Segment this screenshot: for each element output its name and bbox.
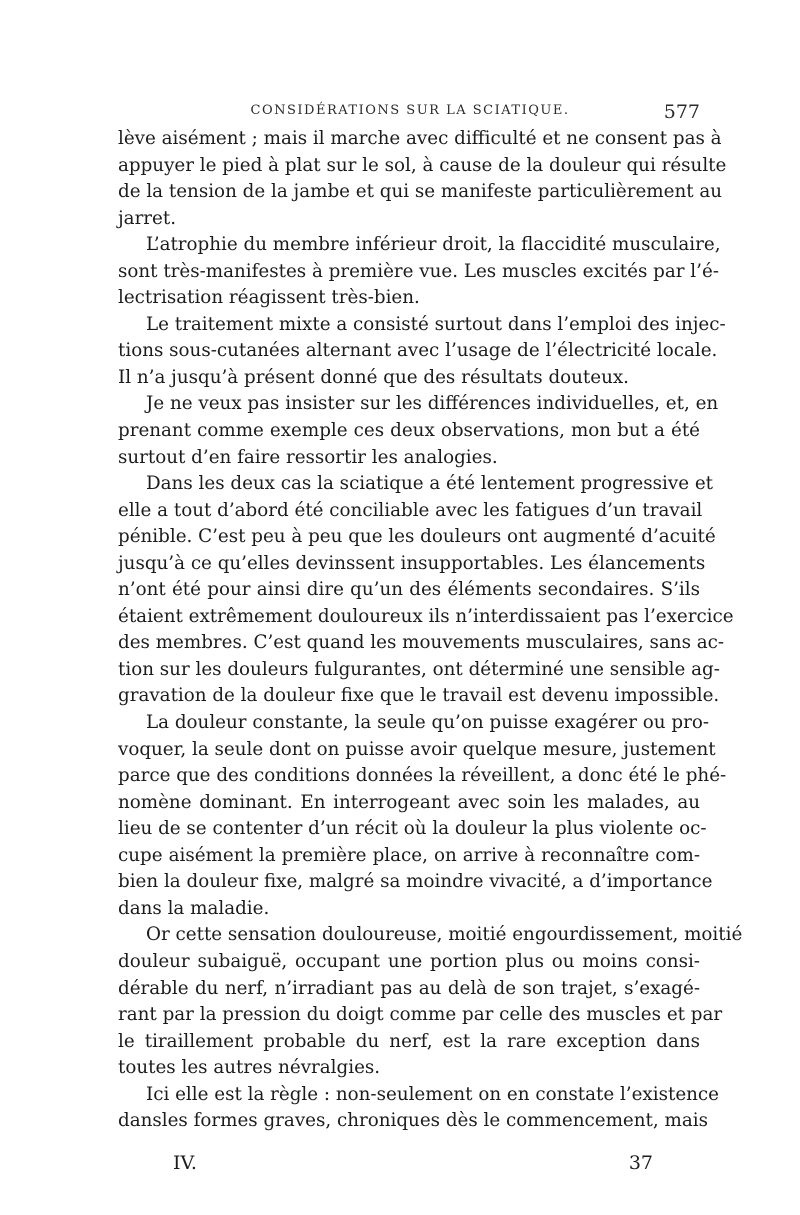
- text-line: dérable du nerf, n’irradiant pas au delà de son trajet, s’exagé-: [118, 977, 700, 999]
- page-footer: [118, 1152, 653, 1182]
- text-line: étaient extrêmement douloureux ils n’interdissaient pas l’exercice: [118, 605, 734, 627]
- signature-number: 37: [628, 1152, 653, 1174]
- text-line: Dans les deux cas la sciatique a été lentement progressive et: [146, 473, 713, 495]
- body-text: [118, 126, 743, 1135]
- text-line: prenant comme exemple ces deux observations, mon but a été: [118, 420, 700, 442]
- text-line: de la tension de la jambe et qui se manifeste particulièrement au: [118, 181, 723, 203]
- text-line: L’atrophie du membre inférieur droit, la flaccidité musculaire,: [146, 234, 721, 256]
- text-line: des membres. C’est quand les mouvements musculaires, sans ac-: [118, 632, 725, 654]
- text-line: parce que des conditions données la réveillent, a donc été le phé-: [118, 765, 727, 787]
- text-line: jusqu’à ce qu’elles devinssent insupportables. Les élancements: [118, 552, 706, 574]
- text-line: surtout d’en faire ressortir les analogies.: [118, 446, 498, 468]
- text-line: Or cette sensation douloureuse, moitié engourdissement, moitié: [146, 924, 743, 946]
- signature-mark: IV.: [173, 1152, 197, 1174]
- text-line: rant par la pression du doigt comme par celle des muscles et par: [118, 1004, 723, 1026]
- text-line: le tiraillement probable du nerf, est la rare exception dans: [118, 1030, 700, 1052]
- page-number: 577: [663, 101, 700, 123]
- text-line: douleur subaiguë, occupant une portion plus ou moins consi-: [118, 950, 700, 972]
- text-line: Le traitement mixte a consisté surtout dans l’emploi des injec-: [146, 313, 726, 335]
- text-line: appuyer le pied à plat sur le sol, à cause de la douleur qui résulte: [118, 154, 727, 176]
- text-line: nomène dominant. En interrogeant avec soin les malades, au: [118, 791, 700, 813]
- running-head: [120, 101, 700, 125]
- text-line: lieu de se contenter d’un récit où la douleur la plus violente oc-: [118, 818, 707, 840]
- text-line: dansles formes graves, chroniques dès le commencement, mais: [118, 1110, 708, 1132]
- text-line: jarret.: [118, 207, 177, 229]
- text-line: voquer, la seule dont on puisse avoir quelque mesure, justement: [118, 738, 716, 760]
- text-line: La douleur constante, la seule qu’on puisse exagérer ou pro-: [146, 712, 710, 734]
- text-line: tions sous-cutanées alternant avec l’usage de l’électricité locale.: [118, 340, 718, 362]
- text-line: pénible. C’est peu à peu que les douleurs ont augmenté d’acuité: [118, 526, 716, 548]
- text-line: bien la douleur fixe, malgré sa moindre vivacité, a d’importance: [118, 871, 713, 893]
- text-line: sont très-manifestes à première vue. Les muscles excités par l’é-: [118, 260, 719, 282]
- text-line: lectrisation réagissent très-bien.: [118, 287, 420, 309]
- text-line: lève aisément ; mais il marche avec difficulté et ne consent pas à: [118, 128, 722, 149]
- text-line: toutes les autres névralgies.: [118, 1057, 381, 1079]
- text-line: Ici elle est la règle : non-seulement on en constate l’existence: [146, 1083, 719, 1105]
- text-line: Il n’a jusqu’à présent donné que des résultats douteux.: [118, 366, 629, 388]
- text-line: cupe aisément la première place, on arrive à reconnaître com-: [118, 844, 700, 866]
- text-line: n’ont été pour ainsi dire qu’un des éléments secondaires. S’ils: [118, 579, 700, 601]
- text-line: gravation de la douleur fixe que le travail est devenu impossible.: [118, 685, 720, 707]
- text-line: dans la maladie.: [118, 897, 270, 919]
- text-line: elle a tout d’abord été conciliable avec les fatigues d’un travail: [118, 499, 703, 521]
- text-line: Je ne veux pas insister sur les différences individuelles, et, en: [146, 393, 719, 415]
- text-line: tion sur les douleurs fulgurantes, ont déterminé une sensible ag-: [118, 658, 720, 680]
- running-title: CONSIDÉRATIONS SUR LA SCIATIQUE.: [250, 103, 570, 118]
